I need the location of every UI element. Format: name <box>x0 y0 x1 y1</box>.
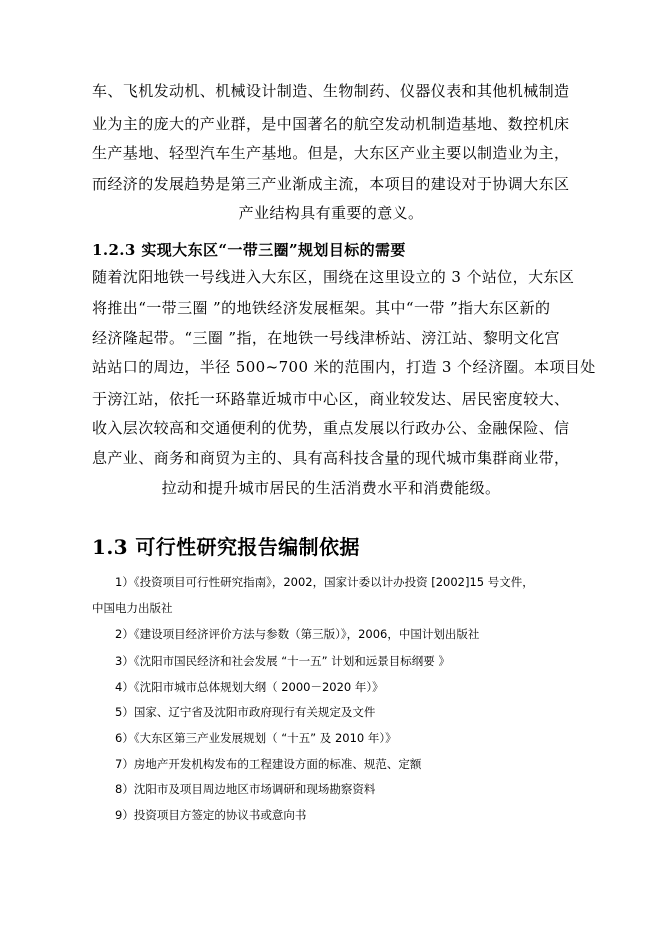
reference-item: 6）《大东区第三产业发展规划（ “十五” 及 2010 年）》 <box>115 731 397 745</box>
paragraph-line: 经济隆起带。“三圈 ”指，在地铁一号线津桥站、滂江站、黎明文化宫 <box>92 329 560 347</box>
reference-item: 5）国家、辽宁省及沈阳市政府现行有关规定及文件 <box>115 705 376 719</box>
paragraph-line: 于滂江站，依托一环路靠近城市中心区，商业较发达、居民密度较大、 <box>92 390 570 408</box>
reference-item: 1）《投资项目可行性研究指南》，2002，国家计委以计办投资 [2002]15 号文件， <box>115 575 534 589</box>
paragraph-line: 生产基地、轻型汽车生产基地。但是，大东区产业主要以制造业为主， <box>92 144 570 162</box>
reference-item-continuation: 中国电力出版社 <box>92 601 173 615</box>
reference-item: 7）房地产开发机构发布的工程建设方面的标准、规范、定额 <box>115 757 422 771</box>
paragraph-line: 将推出“一带三圈 ”的地铁经济发展框架。其中“一带 ”指大东区新的 <box>92 299 551 317</box>
section-heading-1-3: 1.3 可行性研究报告编制依据 <box>92 535 360 559</box>
paragraph-line: 收入层次较高和交通便利的优势，重点发展以行政办公、金融保险、信 <box>92 419 570 437</box>
paragraph-line: 业为主的庞大的产业群，是中国著名的航空发动机制造基地、数控机床 <box>92 115 570 133</box>
paragraph-line: 拉动和提升城市居民的生活消费水平和消费能级。 <box>161 479 501 497</box>
reference-item: 3）《沈阳市国民经济和社会发展 “十一五” 计划和远景目标纲要 》 <box>115 654 450 668</box>
section-heading-1-2-3: 1.2.3 实现大东区“一带三圈”规划目标的需要 <box>92 241 406 259</box>
paragraph-line: 而经济的发展趋势是第三产业渐成主流，本项目的建设对于协调大东区 <box>92 175 570 193</box>
paragraph-line: 息产业、商务和商贸为主的、具有高科技含量的现代城市集群商业带， <box>92 449 570 467</box>
reference-item: 8）沈阳市及项目周边地区市场调研和现场勘察资料 <box>115 782 376 796</box>
paragraph-line: 车、飞机发动机、机械设计制造、生物制药、仪器仪表和其他机械制造 <box>92 82 570 100</box>
paragraph-line: 站站口的周边，半径 500~700 米的范围内，打造 3 个经济圈。本项目处 <box>92 358 596 376</box>
paragraph-line: 产业结构具有重要的意义。 <box>238 204 424 222</box>
reference-item: 4）《沈阳市城市总体规划大纲（ 2000－2020 年）》 <box>115 680 384 694</box>
reference-item: 9）投资项目方签定的协议书或意向书 <box>115 808 307 822</box>
reference-item: 2）《建设项目经济评价方法与参数（第三版）》，2006，中国计划出版社 <box>115 627 480 641</box>
paragraph-line: 随着沈阳地铁一号线进入大东区，围绕在这里设立的 3 个站位，大东区 <box>92 268 575 286</box>
